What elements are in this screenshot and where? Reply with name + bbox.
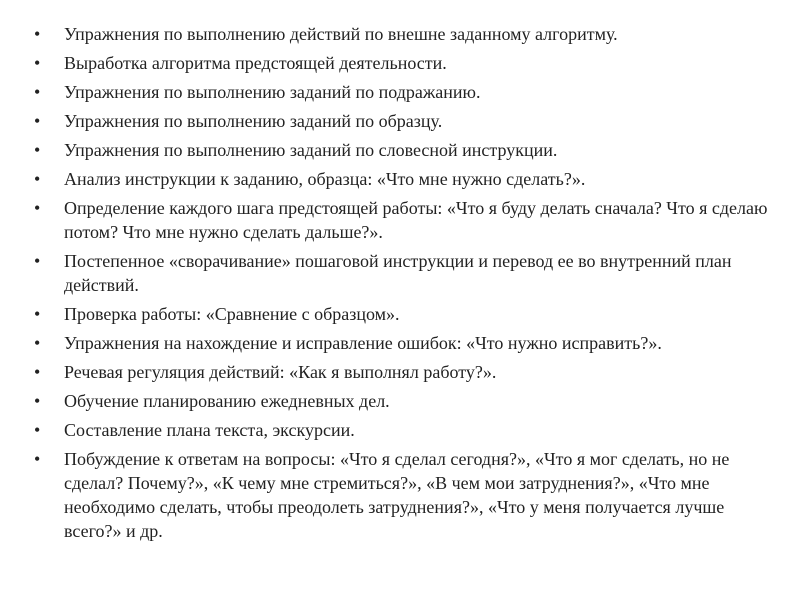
bullet-icon: • <box>34 24 41 44</box>
list-item-text: Речевая регуляция действий: «Как я выполнял работу?». <box>64 362 497 382</box>
list-item <box>34 109 779 133</box>
bullet-icon: • <box>34 391 41 411</box>
list-item-text: Проверка работы: «Сравнение с образцом». <box>64 304 400 324</box>
list-item-text: Составление плана текста, экскурсии. <box>64 420 355 440</box>
list-item-text: Постепенное «сворачивание» пошаговой инструкции и перевод ее во внутренний план действий. <box>64 251 732 295</box>
list-item-text: Упражнения по выполнению действий по внешне заданному алгоритму. <box>64 24 618 44</box>
list-item-text: Упражнения по выполнению заданий по подражанию. <box>64 82 481 102</box>
list-item-text: Побуждение к ответам на вопросы: «Что я сделал сегодня?», «Что я мог сделать, но не сделал? Почему?», «К чему мне стремиться?», «В чем мои затруднения?», «Что мне необходимо сделать, чтобы преодолеть затруднения?», «Что у меня получается лучше всего?» и др. <box>64 449 730 541</box>
list-item <box>34 447 779 543</box>
list-item-text: Анализ инструкции к заданию, образца: «Что мне нужно сделать?». <box>64 169 586 189</box>
list-item <box>34 138 779 162</box>
list-item <box>34 22 779 46</box>
list-item <box>34 360 779 384</box>
list-item <box>34 167 779 191</box>
bullet-icon: • <box>34 449 41 469</box>
list-item-text: Упражнения на нахождение и исправление ошибок: «Что нужно исправить?». <box>64 333 662 353</box>
list-item <box>34 302 779 326</box>
list-item <box>34 51 779 75</box>
list-item <box>34 389 779 413</box>
bullet-icon: • <box>34 53 41 73</box>
bullet-icon: • <box>34 169 41 189</box>
list-item <box>34 331 779 355</box>
bullet-icon: • <box>34 140 41 160</box>
list-item-text: Определение каждого шага предстоящей работы: «Что я буду делать сначала? Что я сделаю потом? Что мне нужно сделать дальше?». <box>64 198 768 242</box>
list-item-text: Упражнения по выполнению заданий по образцу. <box>64 111 443 131</box>
list-item <box>34 249 779 297</box>
list-item <box>34 80 779 104</box>
bullet-icon: • <box>34 111 41 131</box>
bullet-icon: • <box>34 333 41 353</box>
bullet-icon: • <box>34 362 41 382</box>
list-item <box>34 418 779 442</box>
bullet-icon: • <box>34 82 41 102</box>
bullet-icon: • <box>34 251 41 271</box>
bullet-icon: • <box>34 420 41 440</box>
bullet-icon: • <box>34 304 41 324</box>
list-item <box>34 196 779 244</box>
list-item-text: Обучение планированию ежедневных дел. <box>64 391 390 411</box>
bullet-list <box>34 22 779 548</box>
list-item-text: Выработка алгоритма предстоящей деятельности. <box>64 53 447 73</box>
list-item-text: Упражнения по выполнению заданий по словесной инструкции. <box>64 140 558 160</box>
bullet-icon: • <box>34 198 41 218</box>
